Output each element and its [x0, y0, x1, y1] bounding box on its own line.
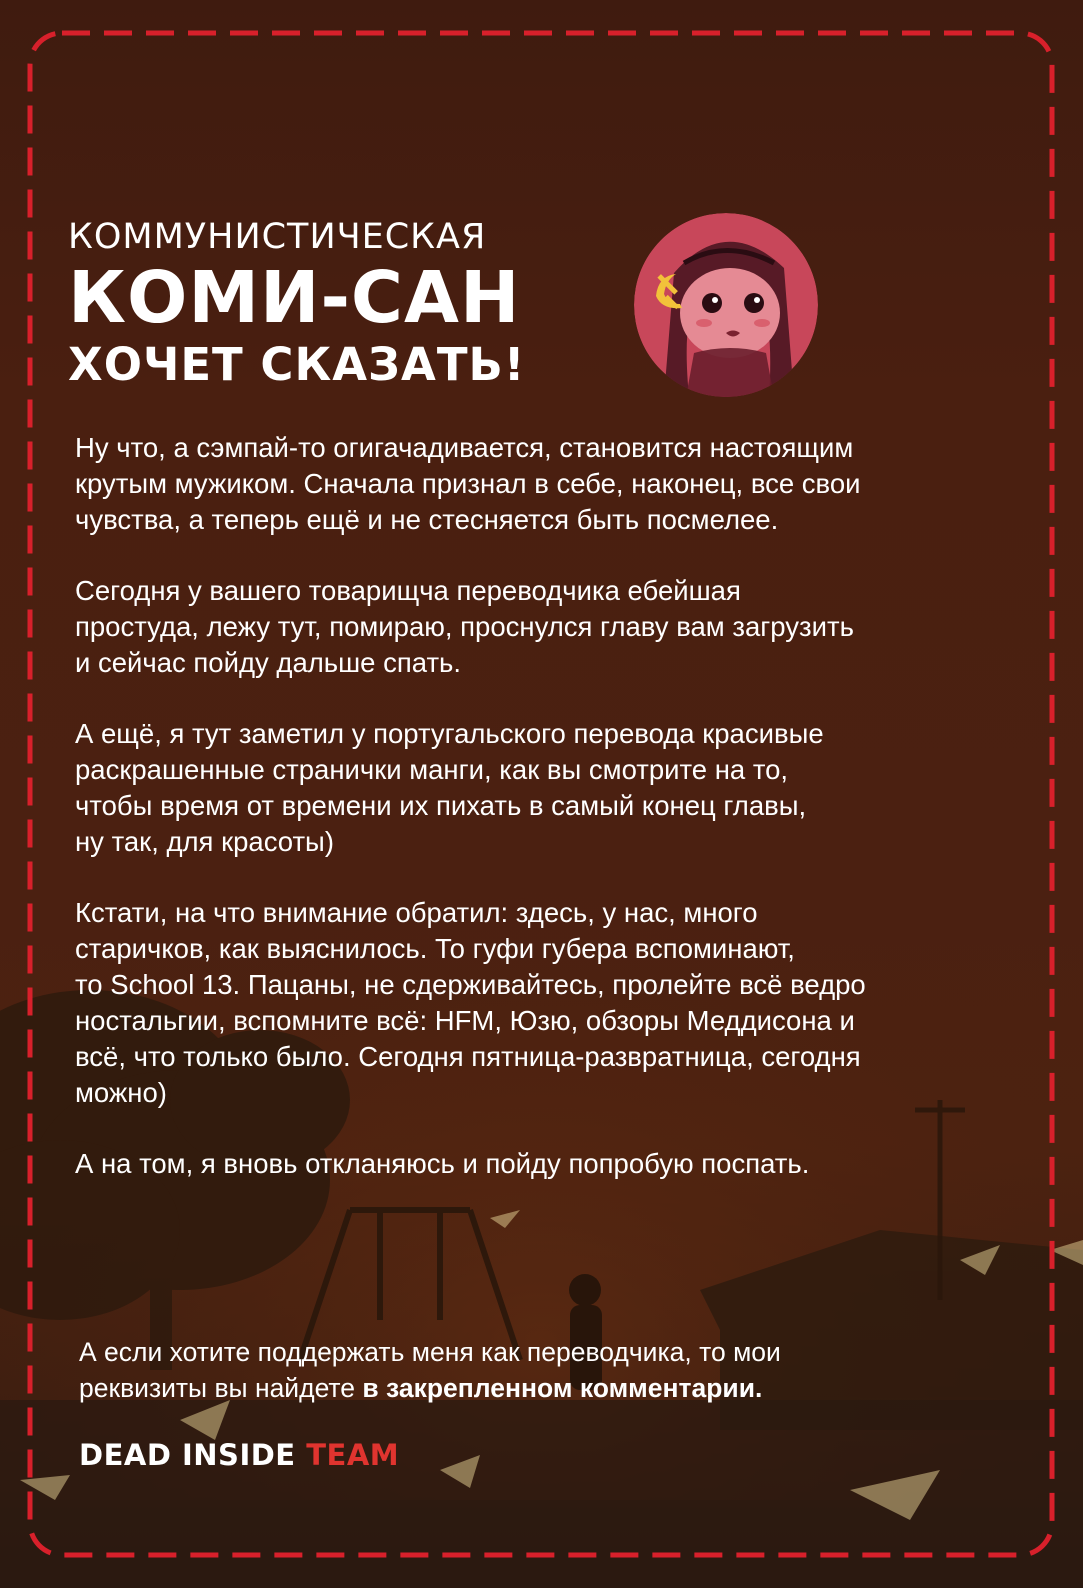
paragraph-1: Ну что, а сэмпай-то огигачадивается, становится настоящим крутым мужиком. Сначала признал в себе, наконец, все свои чувства, а теперь ещё и не стесняется быть посмелее.	[75, 432, 861, 535]
team-signature	[79, 1438, 399, 1472]
team-accent: TEAM	[306, 1438, 400, 1472]
paragraph-5: А на том, я вновь откланяюсь и пойду попробую поспать.	[75, 1148, 810, 1179]
paragraph-4: Кстати, на что внимание обратил: здесь, у нас, много старичков, как выяснилось. То гуфи губера вспоминают, то School 13. Пацаны, не сдерживайтесь, пролейте всё ведро ностальгии, вспомните всё: HFM, Юзю, обзоры Меддисона и всё, что только было. Сегодня пятница-развратница, сегодня можно)	[75, 897, 866, 1108]
support-note	[79, 1334, 979, 1406]
komi-chibi-avatar-icon	[634, 213, 818, 397]
body-text	[75, 430, 1010, 1217]
support-text: А если хотите поддержать меня как переводчика, то мои реквизиты вы найдете	[79, 1337, 781, 1403]
paragraph-3: А ещё, я тут заметил у португальского перевода красивые раскрашенные странички манги, как вы смотрите на то, чтобы время от времени их пихать в самый конец главы, ну так, для красоты)	[75, 718, 824, 857]
title-block	[68, 215, 628, 393]
title-line-3: ХОЧЕТ СКАЗАТЬ!	[68, 338, 526, 391]
title-line-1: КОММУНИСТИЧЕСКАЯ	[68, 217, 487, 257]
title-line-2: КОМИ-САН	[68, 256, 521, 339]
team-name: DEAD INSIDE	[79, 1438, 296, 1472]
paragraph-2: Сегодня у вашего товарищча переводчика ебейшая простуда, лежу тут, помираю, проснулся главу вам загрузить и сейчас пойду дальше спать.	[75, 575, 854, 678]
support-bold-text: в закрепленном комментарии.	[362, 1373, 763, 1403]
